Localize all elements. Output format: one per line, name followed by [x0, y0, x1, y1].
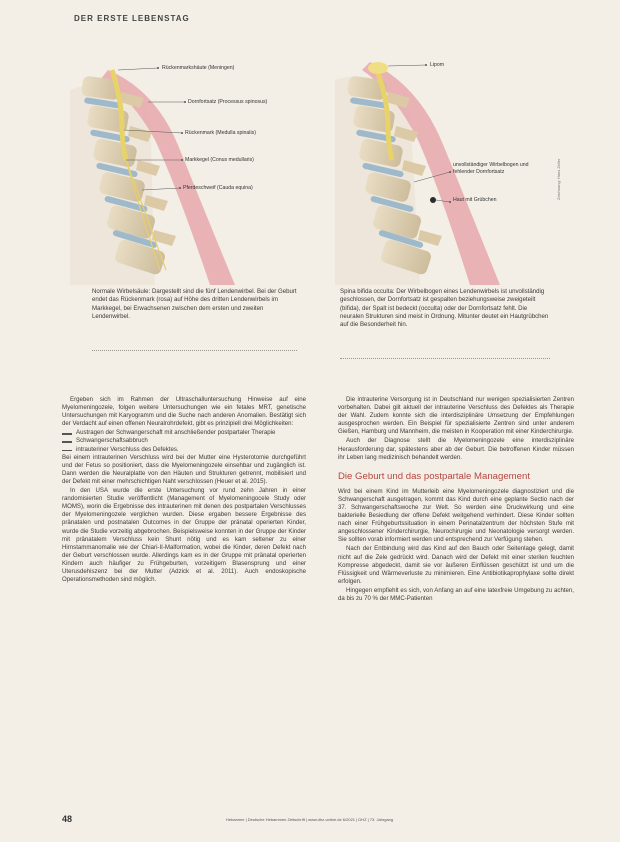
- list-item: Austragen der Schwangerschaft mit anschließender postpartaler Therapie: [62, 429, 306, 437]
- paragraph-birth: Wird bei einem Kind im Mutterleib eine Myelomeningozele diagnostiziert und die Schwangerschaft ausgetragen, kommt das Kind durch eine geplante Sectio nach der 37. Schwangerschaftswoche zur Welt. So werden eine Druckwirkung und eine bakterielle Besiedlung der offene Defekt weitgehend verhindert. Diese Kinder sollten nach einer Frühgeburtssituation in einem Perinatalzentrum der höchsten Stufe mit angeschlossener Kinderchirurgie, Neurochirurgie und Neonatologie versorgt werden. Sie sollten vorab informiert werden und entsprechend zur Verfügung stehen.: [338, 487, 574, 544]
- figure-normal-spine: [60, 50, 310, 285]
- column-right: [338, 396, 574, 604]
- label-skin-dimple: Haut mit Grübchen: [453, 197, 497, 203]
- paragraph-moms-study: In den USA wurde die erste Untersuchung vor rund zehn Jahren in einer randomisierten Studie veröffentlicht (Management of Myelomeningocele Study oder MOMS), worin die Ergebnisse des intrauterinen mit denen des postpartalen Verschlusses der Myelomeningozele verglichen wurden. Diese ergaben bessere Ergebnisse des pränatalen und postnatalen Outcomes in der Gruppe der pränatal operierten Kinder, wurde die Studie vorzeitig abgebrochen. Beispielsweise konnten in der Gruppe der Kinder mit pränatalem Verschluss kein Shunt nötig und es kam seltener zu einer Hirnstammanomalie wie der Chiari-II-Malformation, wobei die Kinder, deren Defekt nach der Geburt verschlossen wurde. Allerdings kam es in der Gruppe mit pränatal operierten Kindern auch häufiger zu Frühgeburten, vorzeitigem Blasensprung und einer Uterusdehiszenz bei der Mutter (Adzick et al. 2011). Auch endoskopische Operationsmethoden sind möglich.: [62, 487, 306, 584]
- paragraph-interdisciplinary: Auch der Diagnose stellt die Myelomeningozele eine interdisziplinäre Herausforderung dar, spätestens aber ab der Geburt. Die betroffenen Kinder müssen ihr Leben lang medizinisch behandelt werden.: [338, 437, 574, 461]
- paragraph-latex: Hingegen empfiehlt es sich, von Anfang an auf eine latexfreie Umgebung zu achten, da bis zu 70 % der MMC-Patienten: [338, 586, 574, 602]
- column-left: [62, 396, 306, 585]
- illustration-credit: Zeichnung: Hans Zeller: [556, 158, 561, 200]
- footer-source: Hebamme | Deutsche Hebammen Zeitschrift | www.dhz-online.de 6/2021 | DHZ | 73. Jahrgang: [226, 817, 394, 822]
- label-meninges: Rückenmarkshäute (Meningen): [162, 65, 235, 71]
- divider-right: [340, 358, 550, 359]
- list-item: intrauteriner Verschluss des Defektes.: [62, 446, 306, 454]
- spine-illustration: [60, 50, 310, 285]
- page-number: 48: [62, 814, 73, 824]
- figure-spina-bifida: [330, 50, 570, 285]
- label-conus: Markkegel (Conus medullaris): [185, 157, 254, 163]
- label-cauda: Pferdeschweif (Cauda equina): [183, 185, 253, 191]
- label-lipoma: Lipom: [430, 62, 445, 68]
- divider-left: [92, 350, 297, 351]
- caption-right: Spina bifida occulta: Der Wirbelbogen eines Lendenwirbels ist unvollständig geschlossen, der Dornfortsatz ist gespalten beziehungsweise zweigeteilt (bifida), der Spalt ist bedeckt (occulta) oder der Dornfortsatz fehlt. Die neuralen Strukturen sind meist in Ordnung. Mitunter deutet ein Hautgrübchen auf die Besonderheit hin.: [340, 288, 549, 329]
- section-heading: Die Geburt und das postpartale Management: [338, 470, 530, 482]
- paragraph-intrauterine: Bei einem intrauterinen Verschluss wird bei der Mutter eine Hysterotomie durchgeführt und der Fetus so positioniert, dass die Myelomeningozele einsehbar und zugänglich ist. Dann werden die Neuralplatte von den Häuten und Strukturen getrennt, mobilisiert und der Defekt mit einer mehrschichtigen Naht verschlossen (Heuer et al. 2015).: [62, 453, 306, 485]
- label-spinous-process: Dornfortsatz (Processus spinosus): [188, 99, 268, 105]
- list-item: Schwangerschaftsabbruch: [62, 437, 306, 445]
- label-spinal-cord: Rückenmark (Medulla spinalis): [185, 130, 256, 136]
- running-head: DER ERSTE LEBENSTAG: [74, 14, 190, 23]
- paragraph-germany: Die intrauterine Versorgung ist in Deutschland nur wenigen spezialisierten Zentren vorbehalten. Dabei gilt aktuell der intrauterine Verschluss des Defektes als Therapie der Wahl. Zudem konnte sich die interdisziplinäre Umsetzung der Empfehlungen ausgesprochen werden. Ein Beispiel für spezialisierte Zentren sind unter anderem Gießen, Hamburg und Mannheim, die meisten in Kooperation mit einer Kinderchirurgie.: [338, 396, 574, 436]
- options-list: [62, 429, 306, 453]
- paragraph-intro: Ergeben sich im Rahmen der Ultraschalluntersuchung Hinweise auf eine Myelomeningozele, folgen weitere Untersuchungen wie ein fetales MRT, genetische Untersuchungen mit Karyogramm und die Suche nach anderen Anomalien. Bestätigt sich der Verdacht auf einen offenen Neuralrohrdefekt, gibt es prinzipiell drei Möglichkeiten:: [62, 396, 306, 428]
- paragraph-postnatal-care: Nach der Entbindung wird das Kind auf den Bauch oder Seitenlage gelegt, damit nicht auf die Zele gedrückt wird. Danach wird der Defekt mit einer sterilen feuchten Kompresse abgedeckt, damit sie vor äußeren Einflüssen geschützt ist und um die Flüssigkeit und Wärmeverluste zu minimieren. Eine Antibiotikaprophylaxe sollte direkt erfolgen.: [338, 545, 574, 585]
- label-incomplete-arch: unvollständiger Wirbelbogen und fehlender Dornfortsatz: [453, 162, 529, 175]
- caption-left: Normale Wirbelsäule: Dargestellt sind die fünf Lendenwirbel. Bei der Geburt endet das Rückenmark (rosa) auf Höhe des dritten Lendenwirbels im Markkegel, bei Erwachsenen zwischen dem ersten und zweiten Lendenwirbel.: [92, 288, 297, 320]
